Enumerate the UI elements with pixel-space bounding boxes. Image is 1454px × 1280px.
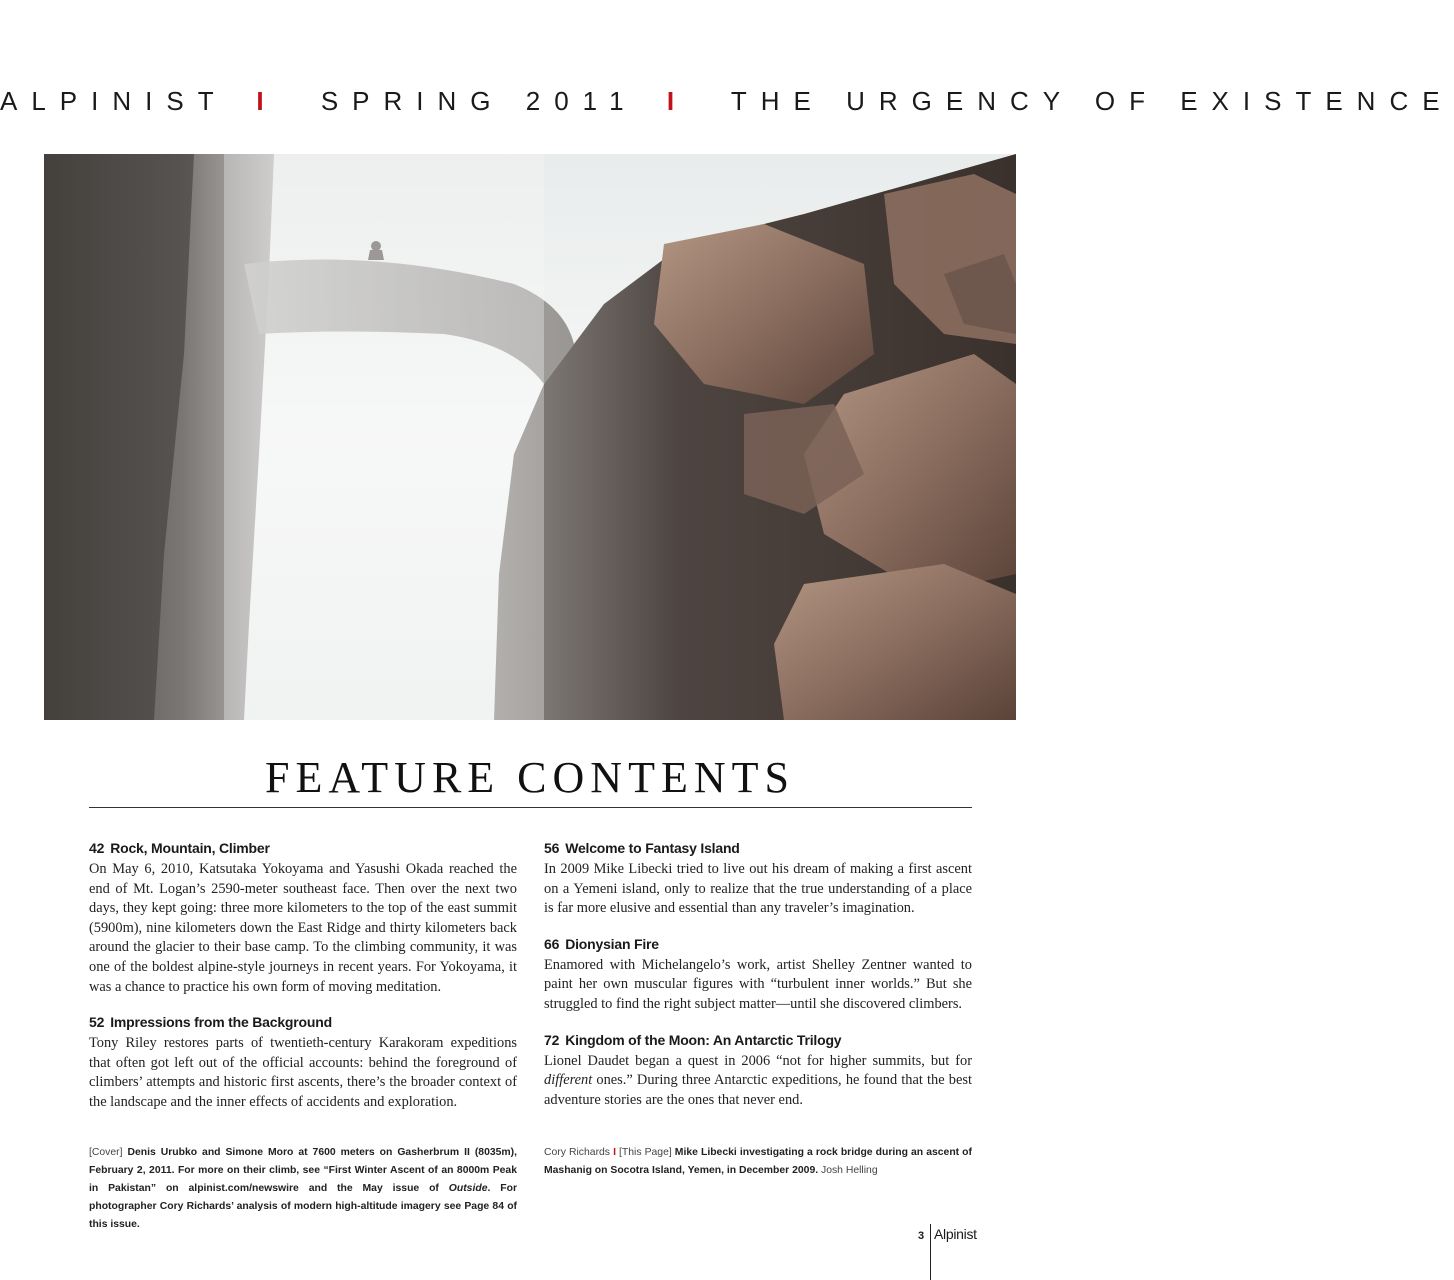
summary-text: Lionel Daudet began a quest in 2006 “not for higher summits, but for — [544, 1052, 972, 1069]
feature-page-number: 42 — [89, 840, 105, 856]
feature-entry — [544, 1030, 972, 1111]
caption-separator: I — [613, 1147, 616, 1158]
running-header — [0, 86, 1454, 117]
feature-title: Kingdom of the Moon: An Antarctic Trilogy — [565, 1031, 842, 1048]
title-divider — [89, 807, 972, 808]
feature-title: Impressions from the Background — [110, 1014, 332, 1031]
feature-summary: On May 6, 2010, Katsutaka Yokoyama and Yasushi Okada reached the end of Mt. Logan’s 2590-meter southeast face. Then over the next two days, they kept going: three more kilometers to the top of the east summit (5900m), nine kilometers down the East Ridge and thirty kilometers back around the glacier to their base camp. To the climbing community, it was one of the boldest alpine-style journeys in recent years. For Yokoyama, it was a chance to practice his own form of moving meditation. — [89, 861, 517, 995]
feature-heading[interactable] — [544, 838, 972, 858]
feature-heading[interactable] — [544, 1030, 972, 1050]
header-separator: I — [666, 86, 689, 116]
page-credit: Josh Helling — [818, 1165, 878, 1176]
feature-entry — [544, 838, 972, 919]
rock-bridge-photo — [44, 154, 1016, 720]
page-caption: Mike Libecki investigating a rock bridge during an ascent of Mashanig on Socotra Island, Yemen, in December 2009. — [544, 1147, 972, 1176]
cover-caption: Denis Urubko and Simone Moro at 7600 meters on Gasherbrum II (8035m), February 2, 2011. For more on their climb, see “First Winter Ascent of an 8000m Peak in Pakistan” on alpinist.com/newswire and the May issue of — [89, 1147, 517, 1194]
feature-entry — [89, 1012, 517, 1112]
feature-summary — [544, 1052, 972, 1111]
cover-tag: [Cover] — [89, 1147, 123, 1158]
left-column — [89, 838, 517, 1128]
photo-caption-right — [544, 1144, 972, 1180]
feature-title: Dionysian Fire — [565, 935, 659, 952]
feature-entry — [544, 934, 972, 1015]
feature-summary: Tony Riley restores parts of twentieth-century Karakoram expeditions that often got left out of the official accounts: behind the foreground of climbers’ attempts and historic first ascents, there’s the broader context of the landscape and the inner effects of accidents and exploration. — [89, 1035, 517, 1110]
page-tag: [This Page] — [615, 1147, 672, 1158]
feature-page-number: 52 — [89, 1014, 105, 1031]
summary-emphasis: different — [544, 1072, 593, 1089]
summary-text: ones.” During three Antarctic expeditions, he found that the best adventure stories are the ones that never end. — [544, 1072, 972, 1108]
outside-magazine: Outside — [448, 1183, 488, 1194]
page-title: FEATURE CONTENTS — [265, 753, 795, 802]
folio-divider — [930, 1224, 931, 1280]
feature-summary: In 2009 Mike Libecki tried to live out his dream of making a first ascent on a Yemeni island, only to realize that the true understanding of a place is far more elusive and essential than any traveler’s imagination. — [544, 861, 972, 917]
header-magazine: ALPINIST — [0, 86, 228, 116]
feature-entry — [89, 838, 517, 997]
feature-heading[interactable] — [544, 934, 972, 954]
right-column — [544, 838, 972, 1125]
feature-title: Rock, Mountain, Climber — [110, 840, 270, 856]
cover-caption-continued: . For photographer Cory Richards’ analysis of modern high-altitude imagery see Page 84 of this issue. — [89, 1183, 517, 1230]
photo-caption-left — [89, 1144, 517, 1234]
header-issue: SPRING 2011 — [320, 86, 638, 116]
feature-title: Welcome to Fantasy Island — [565, 840, 740, 856]
header-separator: I — [256, 86, 278, 116]
page-number: 3 — [918, 1230, 925, 1242]
folio-magazine: Alpinist — [934, 1226, 977, 1242]
feature-heading[interactable] — [89, 838, 517, 858]
feature-page-number: 72 — [544, 1031, 560, 1048]
feature-summary: Enamored with Michelangelo’s work, artist Shelley Zentner wanted to paint her own muscular figures with “turbulent inner worlds.” But she struggled to find the right subject matter—until she discovered climbers. — [544, 956, 972, 1012]
feature-page-number: 56 — [544, 840, 560, 856]
feature-heading[interactable] — [89, 1012, 517, 1032]
cover-credit: Cory Richards — [544, 1147, 614, 1158]
header-theme: THE URGENCY OF EXISTENCE — [730, 86, 1454, 116]
feature-page-number: 66 — [544, 935, 560, 952]
